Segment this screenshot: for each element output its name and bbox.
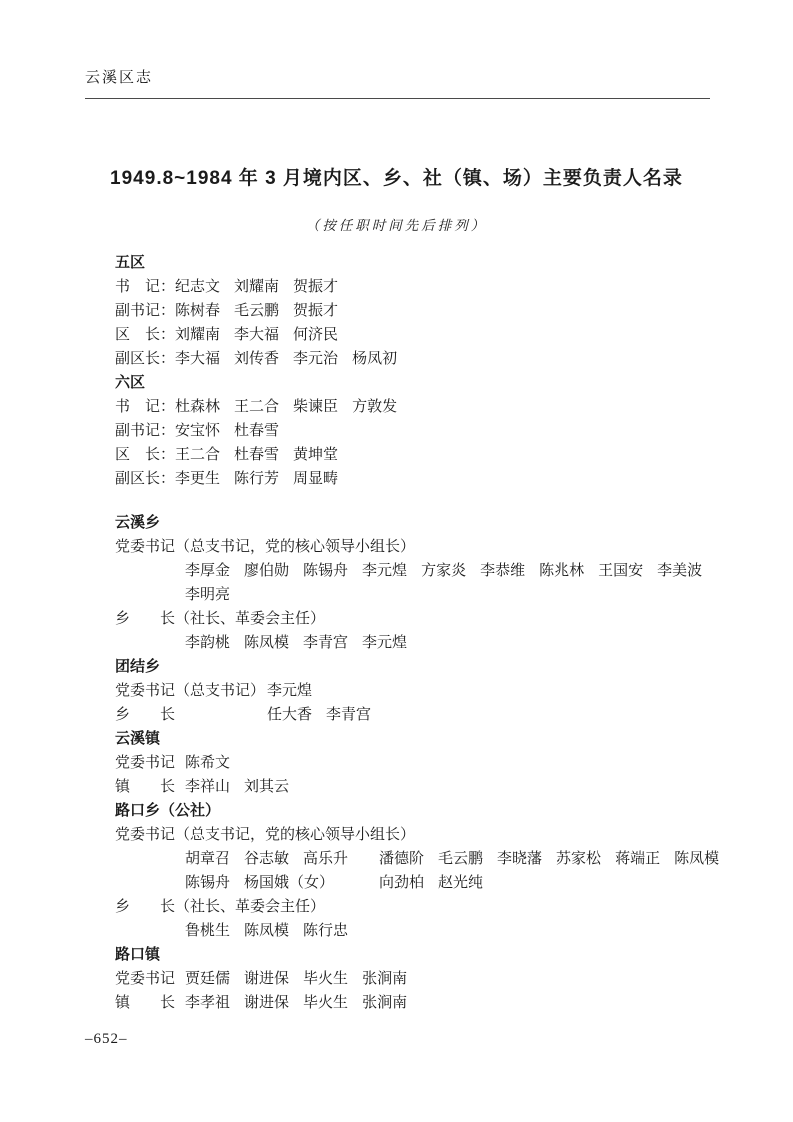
person-name: 任大香 [267,707,313,723]
row [115,607,725,631]
name-line [115,871,725,895]
name-group [185,559,716,583]
person-name: 王二合 [175,447,221,463]
row-label: 党委书记 [115,971,176,987]
name-group [185,583,244,607]
row-label: 副区长： [115,471,176,487]
person-name: 谢进保 [244,971,290,987]
person-name: 张涧南 [362,971,408,987]
row [115,323,725,347]
person-name: 杨国娥（女） [244,875,335,891]
row [115,347,725,371]
row-label: 副书记： [115,303,176,319]
row [115,895,725,919]
person-name: 杨凤初 [352,351,398,367]
row [115,467,725,491]
person-name: 毕火生 [303,995,349,1011]
row-label: 党委书记 [115,683,176,699]
person-name: 刘其云 [244,779,290,795]
person-name: 李大福 [234,327,280,343]
person-name: 高乐升 [303,851,349,867]
section-heading: 云溪乡 [115,514,161,531]
row-label: 党委书记 [115,755,176,771]
person-name: 安宝怀 [175,423,221,439]
person-name: 纪志文 [175,279,221,295]
row-label-paren: （总支书记，党的核心领导小组长） [175,539,416,555]
person-name: 李韵桃 [185,635,231,651]
person-name: 廖伯勋 [244,563,290,579]
row-label: 副区长： [115,351,176,367]
section-heading: 六区 [115,374,146,391]
person-name: 李孝祖 [185,995,231,1011]
section [115,799,725,943]
section [115,727,725,799]
section [115,251,725,371]
row-label-box [115,703,267,727]
row-label-paren: （总支书记） [175,683,266,699]
name-group [379,871,497,895]
person-name: 刘耀南 [234,279,280,295]
person-name: 毛云鹏 [234,303,280,319]
section [115,371,725,491]
person-name: 方敦发 [352,399,398,415]
document-body [115,251,725,1015]
row-label: 党委书记 [115,539,176,555]
row-label: 镇 长 [115,995,176,1011]
person-name: 潘德阶 [379,851,425,867]
section-heading: 路口镇 [115,946,161,963]
page-title: 1949.8~1984 年 3 月境内区、乡、社（镇、场）主要负责人名录 [110,168,683,189]
name-group [185,847,379,871]
row [115,823,725,847]
row-label: 副书记： [115,423,176,439]
person-name: 李元煌 [362,563,408,579]
name-line [115,631,725,655]
row-label-paren: （社长、革委会主任） [175,899,326,915]
row [115,443,725,467]
person-name: 方家炎 [421,563,467,579]
person-name: 杜春雪 [234,423,280,439]
section-heading: 五区 [115,254,146,271]
person-name: 陈树春 [175,303,221,319]
row-label-paren: （社长、革委会主任） [175,611,326,627]
person-name: 赵光纯 [438,875,484,891]
person-name: 陈凤模 [674,851,720,867]
person-name: 贺振才 [293,279,339,295]
name-line [115,847,725,871]
person-name: 王国安 [598,563,644,579]
person-name: 谢进保 [244,995,290,1011]
person-name: 胡章召 [185,851,231,867]
name-group [185,871,379,895]
section [115,655,725,727]
name-line [115,919,725,943]
section-heading: 团结乡 [115,658,161,675]
person-name: 苏家松 [556,851,602,867]
person-name: 李美波 [657,563,703,579]
row-label: 党委书记 [115,827,176,843]
person-name: 杜春雪 [234,447,280,463]
person-name: 张涧南 [362,995,408,1011]
name-group [379,847,733,871]
section [115,511,725,655]
name-line [115,559,725,583]
person-name: 柴谏臣 [293,399,339,415]
row [115,275,725,299]
row-label: 书 记： [115,279,176,295]
row-label: 乡 长 [115,899,176,915]
person-name: 李大福 [175,351,221,367]
person-name: 李恭维 [480,563,526,579]
row [115,299,725,323]
person-name: 毕火生 [303,971,349,987]
person-name: 陈锡舟 [185,875,231,891]
person-name: 陈凤模 [244,635,290,651]
person-name: 周显畴 [293,471,339,487]
person-name: 李元煌 [362,635,408,651]
person-name: 李晓藩 [497,851,543,867]
person-name: 鲁桃生 [185,923,231,939]
person-name: 陈行芳 [234,471,280,487]
person-name: 李祥山 [185,779,231,795]
row-label-paren: （总支书记，党的核心领导小组长） [175,827,416,843]
section-heading: 路口乡（公社） [115,802,221,819]
person-name: 陈行忠 [303,923,349,939]
page-number: –652– [85,1031,128,1047]
person-name: 刘耀南 [175,327,221,343]
row-label: 区 长： [115,447,176,463]
book-title: 云溪区志 [85,66,710,99]
row-label: 乡 长 [115,707,176,723]
person-name: 刘传香 [234,351,280,367]
row [115,679,725,703]
page-subtitle: （按任职时间先后排列） [305,218,488,233]
row [115,395,725,419]
person-name: 李元煌 [267,683,313,699]
person-name: 李青宫 [303,635,349,651]
row [115,751,725,775]
row-label-box [115,679,267,703]
person-name: 陈锡舟 [303,563,349,579]
person-name: 贺振才 [293,303,339,319]
person-name: 杜森林 [175,399,221,415]
section [115,943,725,1015]
name-group [185,631,421,655]
person-name: 李明亮 [185,587,231,603]
row-label: 乡 长 [115,611,176,627]
person-name: 毛云鹏 [438,851,484,867]
row [115,535,725,559]
person-name: 李更生 [175,471,221,487]
person-name: 黄坤堂 [293,447,339,463]
person-name: 李元治 [293,351,339,367]
person-name: 谷志敏 [244,851,290,867]
person-name: 李厚金 [185,563,231,579]
person-name: 陈凤模 [244,923,290,939]
person-name: 李青宫 [326,707,372,723]
row-label: 区 长： [115,327,176,343]
person-name: 王二合 [234,399,280,415]
person-name: 陈兆林 [539,563,585,579]
person-name: 贾廷儒 [185,971,231,987]
person-name: 向劲柏 [379,875,425,891]
person-name: 陈希文 [185,755,231,771]
row [115,967,725,991]
row [115,991,725,1015]
name-line [115,583,725,607]
row-label: 镇 长 [115,779,176,795]
section-heading: 云溪镇 [115,730,161,747]
person-name: 蒋端正 [615,851,661,867]
row [115,703,725,727]
row [115,419,725,443]
row-label: 书 记： [115,399,176,415]
person-name: 何济民 [293,327,339,343]
name-group [185,919,362,943]
row [115,775,725,799]
